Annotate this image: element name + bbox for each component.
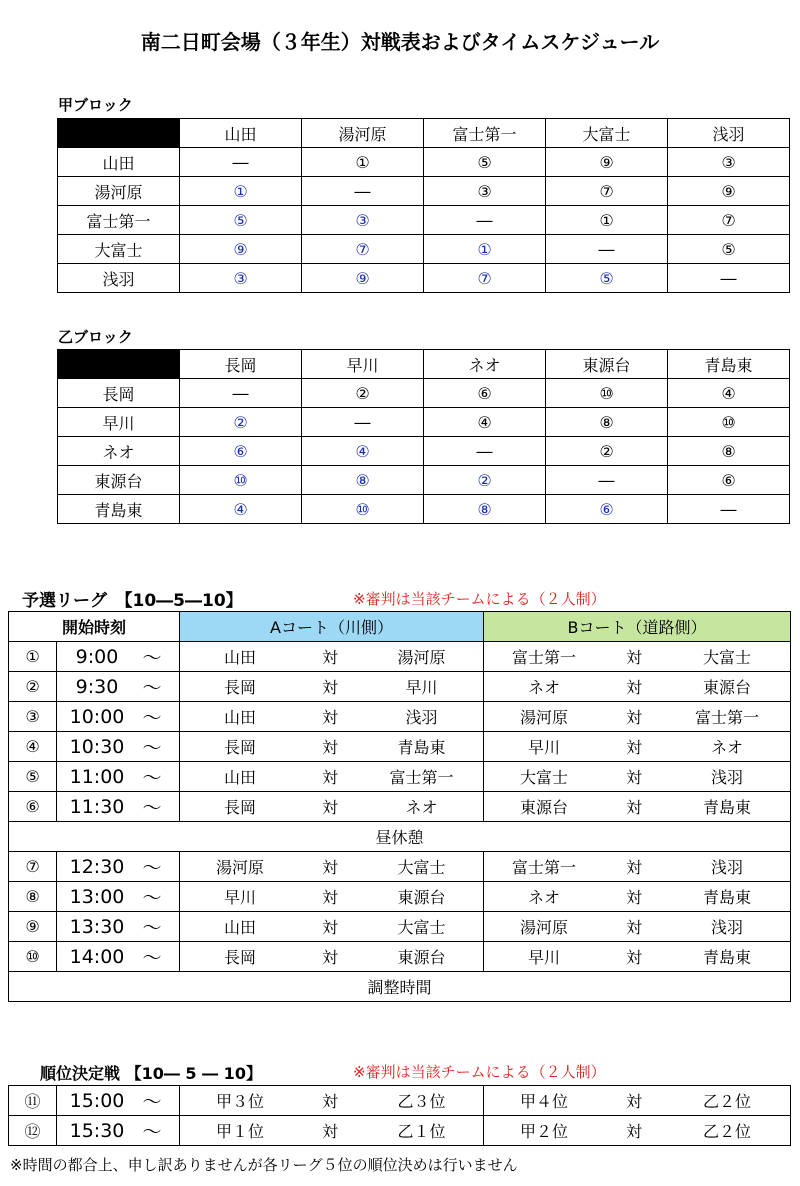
match-number-cell: ① bbox=[302, 148, 424, 177]
tilde: 〜 bbox=[142, 947, 162, 969]
team-2: 青島東 bbox=[703, 948, 752, 967]
match-number-cell: ⑤ bbox=[668, 235, 790, 264]
match-number-cell: ⑥ bbox=[668, 466, 790, 495]
match-cells bbox=[484, 702, 790, 731]
start-time bbox=[57, 882, 180, 912]
time-wrap bbox=[57, 762, 179, 791]
team-row-label: 湯河原 bbox=[58, 177, 180, 206]
match-cells bbox=[484, 852, 790, 881]
match-number-cell: ⑩ bbox=[546, 379, 668, 408]
court-a-match bbox=[180, 912, 484, 942]
time-wrap bbox=[57, 882, 179, 911]
match-number-cell: ― bbox=[424, 206, 546, 235]
team-2: 大富士 bbox=[397, 858, 446, 877]
team-1: 早川 bbox=[224, 888, 257, 907]
time-value: 10:00 bbox=[69, 705, 125, 728]
team-2: 乙２位 bbox=[702, 1092, 751, 1111]
match-number-cell: ― bbox=[302, 408, 424, 437]
match-number-cell: ⑦ bbox=[668, 206, 790, 235]
team-2: 浅羽 bbox=[711, 918, 744, 937]
tilde: 〜 bbox=[142, 767, 162, 789]
time-value: 11:30 bbox=[69, 795, 125, 818]
match-cells bbox=[484, 1116, 790, 1145]
team-1: 湯河原 bbox=[520, 708, 569, 727]
match-number-cell: ⑥ bbox=[180, 437, 302, 466]
match-number-cell: ― bbox=[546, 235, 668, 264]
match-number-cell: ― bbox=[180, 148, 302, 177]
table-row bbox=[58, 408, 790, 437]
final-schedule-table bbox=[8, 1085, 791, 1146]
team-2: 大富士 bbox=[703, 648, 752, 667]
tilde: 〜 bbox=[142, 887, 162, 909]
time-value: 13:00 bbox=[69, 885, 125, 908]
match-number-cell: ④ bbox=[180, 495, 302, 524]
tilde: 〜 bbox=[142, 677, 162, 699]
team-2: 大富士 bbox=[397, 918, 446, 937]
table-row bbox=[9, 672, 791, 702]
start-time bbox=[57, 1086, 180, 1116]
time-wrap bbox=[57, 942, 179, 971]
vs-label: 対 bbox=[626, 648, 643, 667]
match-number: ⑨ bbox=[9, 912, 57, 942]
time-value: 15:00 bbox=[69, 1089, 125, 1112]
court-b-match bbox=[484, 942, 791, 972]
match-cells bbox=[180, 1116, 483, 1145]
match-number: ⑦ bbox=[9, 852, 57, 882]
time-wrap bbox=[57, 1116, 179, 1145]
match-cells bbox=[180, 732, 483, 761]
team-1: 山田 bbox=[224, 768, 257, 787]
final-note: ※審判は当該チームによる（２人制） bbox=[353, 1063, 606, 1081]
start-time bbox=[57, 942, 180, 972]
tilde: 〜 bbox=[142, 737, 162, 759]
corner-cell bbox=[58, 119, 180, 148]
team-row-label: ネオ bbox=[58, 437, 180, 466]
match-number-cell: ② bbox=[302, 379, 424, 408]
team-1: 早川 bbox=[528, 948, 561, 967]
match-cells bbox=[180, 912, 483, 941]
lunch-break-row bbox=[9, 822, 791, 852]
team-1: 山田 bbox=[224, 918, 257, 937]
team-1: 湯河原 bbox=[216, 858, 265, 877]
match-number-cell: ⑧ bbox=[668, 437, 790, 466]
team-2: 早川 bbox=[405, 678, 438, 697]
start-time bbox=[57, 792, 180, 822]
court-a-match bbox=[180, 702, 484, 732]
table-row bbox=[9, 942, 791, 972]
match-number: ⑫ bbox=[9, 1116, 57, 1146]
table-row bbox=[9, 1116, 791, 1146]
team-row-label: 山田 bbox=[58, 148, 180, 177]
time-wrap bbox=[57, 702, 179, 731]
match-cells bbox=[484, 1086, 790, 1115]
match-number-cell: ⑦ bbox=[546, 177, 668, 206]
match-number-cell: ⑧ bbox=[424, 495, 546, 524]
start-time bbox=[57, 672, 180, 702]
court-a-match bbox=[180, 1116, 484, 1146]
time-value: 15:30 bbox=[69, 1119, 125, 1142]
table-row bbox=[58, 466, 790, 495]
vs-label: 対 bbox=[322, 738, 339, 757]
vs-label: 対 bbox=[322, 678, 339, 697]
court-a-match bbox=[180, 792, 484, 822]
team-header: 東源台 bbox=[546, 350, 668, 379]
match-cells bbox=[180, 942, 483, 971]
match-cells bbox=[484, 642, 790, 671]
tilde: 〜 bbox=[142, 707, 162, 729]
team-row-label: 東源台 bbox=[58, 466, 180, 495]
court-a-match bbox=[180, 882, 484, 912]
prelim-title: 予選リーグ 【10―5―10】 bbox=[22, 591, 243, 611]
team-1: 長岡 bbox=[224, 738, 257, 757]
team-1: 甲１位 bbox=[215, 1122, 264, 1141]
table-row bbox=[9, 1086, 791, 1116]
match-number-cell: ⑦ bbox=[302, 235, 424, 264]
table-row bbox=[9, 762, 791, 792]
tilde: 〜 bbox=[142, 857, 162, 879]
time-wrap bbox=[57, 912, 179, 941]
block-a-table bbox=[57, 118, 790, 293]
match-number-cell: ③ bbox=[424, 177, 546, 206]
team-2: 青島東 bbox=[703, 888, 752, 907]
time-value: 13:30 bbox=[69, 915, 125, 938]
court-b-match bbox=[484, 792, 791, 822]
header-court-b: Bコート（道路側） bbox=[484, 612, 791, 642]
match-number-cell: ― bbox=[302, 177, 424, 206]
vs-label: 対 bbox=[321, 1122, 338, 1141]
table-row bbox=[58, 177, 790, 206]
team-row-label: 青島東 bbox=[58, 495, 180, 524]
match-number-cell: ⑥ bbox=[546, 495, 668, 524]
table-row bbox=[9, 702, 791, 732]
vs-label: 対 bbox=[626, 918, 643, 937]
team-2: 青島東 bbox=[703, 798, 752, 817]
team-header: 青島東 bbox=[668, 350, 790, 379]
team-1: 早川 bbox=[528, 738, 561, 757]
team-1: 大富士 bbox=[520, 768, 569, 787]
match-number-cell: ⑤ bbox=[424, 148, 546, 177]
team-2: 乙３位 bbox=[397, 1092, 446, 1111]
start-time bbox=[57, 762, 180, 792]
court-a-match bbox=[180, 1086, 484, 1116]
match-number-cell: ― bbox=[546, 466, 668, 495]
match-number-cell: ③ bbox=[302, 206, 424, 235]
time-wrap bbox=[57, 732, 179, 761]
table-row bbox=[58, 235, 790, 264]
start-time bbox=[57, 1116, 180, 1146]
team-2: 乙２位 bbox=[702, 1122, 751, 1141]
match-cells bbox=[484, 942, 790, 971]
match-cells bbox=[180, 672, 483, 701]
prelim-note: ※審判は当該チームによる（２人制） bbox=[353, 590, 606, 608]
start-time bbox=[57, 852, 180, 882]
court-b-match bbox=[484, 882, 791, 912]
court-a-match bbox=[180, 732, 484, 762]
team-1: 富士第一 bbox=[512, 858, 577, 877]
court-a-match bbox=[180, 942, 484, 972]
match-number-cell: ― bbox=[668, 264, 790, 293]
vs-label: 対 bbox=[322, 948, 339, 967]
vs-label: 対 bbox=[322, 858, 339, 877]
match-number-cell: ① bbox=[180, 177, 302, 206]
vs-label: 対 bbox=[625, 1092, 642, 1111]
team-2: 東源台 bbox=[703, 678, 752, 697]
match-number-cell: ④ bbox=[302, 437, 424, 466]
table-row bbox=[58, 264, 790, 293]
corner-cell bbox=[58, 350, 180, 379]
table-row bbox=[9, 852, 791, 882]
block-b-table bbox=[57, 349, 790, 524]
match-number-cell: ③ bbox=[668, 148, 790, 177]
vs-label: 対 bbox=[626, 948, 643, 967]
tilde: 〜 bbox=[142, 647, 162, 669]
table-row bbox=[58, 495, 790, 524]
header-court-a: Aコート（川側） bbox=[180, 612, 484, 642]
team-row-label: 浅羽 bbox=[58, 264, 180, 293]
time-value: 10:30 bbox=[69, 735, 125, 758]
header-row bbox=[9, 612, 791, 642]
team-2: 青島東 bbox=[397, 738, 446, 757]
match-number: ⑩ bbox=[9, 942, 57, 972]
block-a-label: 甲ブロック bbox=[58, 96, 133, 114]
match-number-cell: ① bbox=[424, 235, 546, 264]
court-a-match bbox=[180, 642, 484, 672]
team-1: 山田 bbox=[224, 648, 257, 667]
adjustment-time: 調整時間 bbox=[9, 972, 791, 1002]
match-cells bbox=[484, 732, 790, 761]
court-b-match bbox=[484, 852, 791, 882]
match-number-cell: ⑦ bbox=[424, 264, 546, 293]
vs-label: 対 bbox=[321, 1092, 338, 1111]
time-wrap bbox=[57, 672, 179, 701]
team-2: 浅羽 bbox=[405, 708, 438, 727]
team-1: 山田 bbox=[224, 708, 257, 727]
start-time bbox=[57, 702, 180, 732]
time-value: 11:00 bbox=[69, 765, 125, 788]
time-wrap bbox=[57, 852, 179, 881]
team-2: ネオ bbox=[405, 798, 438, 817]
team-1: 長岡 bbox=[224, 678, 257, 697]
vs-label: 対 bbox=[322, 798, 339, 817]
adjustment-time-row bbox=[9, 972, 791, 1002]
vs-label: 対 bbox=[626, 678, 643, 697]
match-number-cell: ② bbox=[424, 466, 546, 495]
team-1: 湯河原 bbox=[520, 918, 569, 937]
time-value: 14:00 bbox=[69, 945, 125, 968]
court-b-match bbox=[484, 732, 791, 762]
team-header: 富士第一 bbox=[424, 119, 546, 148]
match-cells bbox=[180, 762, 483, 791]
header-row bbox=[58, 350, 790, 379]
match-cells bbox=[180, 642, 483, 671]
team-1: 長岡 bbox=[224, 948, 257, 967]
team-row-label: 大富士 bbox=[58, 235, 180, 264]
match-number: ⑪ bbox=[9, 1086, 57, 1116]
court-a-match bbox=[180, 672, 484, 702]
team-header: 浅羽 bbox=[668, 119, 790, 148]
table-row bbox=[58, 148, 790, 177]
team-row-label: 早川 bbox=[58, 408, 180, 437]
court-a-match bbox=[180, 852, 484, 882]
match-number-cell: ① bbox=[546, 206, 668, 235]
table-row bbox=[9, 912, 791, 942]
match-number: ⑧ bbox=[9, 882, 57, 912]
start-time bbox=[57, 732, 180, 762]
header-row bbox=[58, 119, 790, 148]
match-number-cell: ③ bbox=[180, 264, 302, 293]
team-row-label: 長岡 bbox=[58, 379, 180, 408]
vs-label: 対 bbox=[626, 768, 643, 787]
vs-label: 対 bbox=[626, 708, 643, 727]
match-number-cell: ④ bbox=[424, 408, 546, 437]
page-title: 南二日町会場（３年生）対戦表およびタイムスケジュール bbox=[140, 30, 660, 54]
match-number-cell: ⑨ bbox=[668, 177, 790, 206]
court-a-match bbox=[180, 762, 484, 792]
match-number: ② bbox=[9, 672, 57, 702]
team-2: 湯河原 bbox=[397, 648, 446, 667]
team-1: ネオ bbox=[528, 888, 561, 907]
team-2: 浅羽 bbox=[711, 768, 744, 787]
team-header: ネオ bbox=[424, 350, 546, 379]
team-2: 富士第一 bbox=[389, 768, 454, 787]
match-cells bbox=[180, 1086, 483, 1115]
vs-label: 対 bbox=[625, 1122, 642, 1141]
match-cells bbox=[484, 912, 790, 941]
time-wrap bbox=[57, 1086, 179, 1115]
match-cells bbox=[484, 882, 790, 911]
match-number-cell: ― bbox=[668, 495, 790, 524]
match-number-cell: ⑨ bbox=[546, 148, 668, 177]
court-b-match bbox=[484, 912, 791, 942]
court-b-match bbox=[484, 702, 791, 732]
vs-label: 対 bbox=[322, 768, 339, 787]
vs-label: 対 bbox=[626, 798, 643, 817]
vs-label: 対 bbox=[626, 858, 643, 877]
time-value: 9:00 bbox=[75, 645, 119, 668]
team-2: ネオ bbox=[711, 738, 744, 757]
tilde: 〜 bbox=[142, 797, 162, 819]
team-header: 山田 bbox=[180, 119, 302, 148]
match-number-cell: ⑨ bbox=[302, 264, 424, 293]
court-b-match bbox=[484, 762, 791, 792]
match-number-cell: ⑩ bbox=[302, 495, 424, 524]
time-wrap bbox=[57, 792, 179, 821]
court-b-match bbox=[484, 1086, 791, 1116]
final-title: 順位決定戦 【10― 5 ― 10】 bbox=[40, 1064, 262, 1083]
header-time: 開始時刻 bbox=[9, 612, 180, 642]
court-b-match bbox=[484, 642, 791, 672]
match-number-cell: ⑨ bbox=[180, 235, 302, 264]
match-number-cell: ― bbox=[424, 437, 546, 466]
start-time bbox=[57, 912, 180, 942]
block-b-label: 乙ブロック bbox=[58, 328, 133, 346]
match-cells bbox=[180, 702, 483, 731]
match-number: ⑤ bbox=[9, 762, 57, 792]
team-2: 浅羽 bbox=[711, 858, 744, 877]
match-number: ① bbox=[9, 642, 57, 672]
team-header: 早川 bbox=[302, 350, 424, 379]
match-number-cell: ⑩ bbox=[668, 408, 790, 437]
vs-label: 対 bbox=[322, 888, 339, 907]
match-number-cell: ― bbox=[180, 379, 302, 408]
match-cells bbox=[484, 762, 790, 791]
team-2: 乙１位 bbox=[397, 1122, 446, 1141]
match-cells bbox=[180, 792, 483, 821]
match-number-cell: ⑤ bbox=[180, 206, 302, 235]
table-row bbox=[58, 379, 790, 408]
team-header: 湯河原 bbox=[302, 119, 424, 148]
match-number-cell: ② bbox=[180, 408, 302, 437]
tilde: 〜 bbox=[142, 917, 162, 939]
time-wrap bbox=[57, 642, 179, 671]
tilde: 〜 bbox=[142, 1121, 162, 1143]
table-row bbox=[9, 882, 791, 912]
time-value: 9:30 bbox=[75, 675, 119, 698]
table-row bbox=[58, 437, 790, 466]
match-number-cell: ⑩ bbox=[180, 466, 302, 495]
match-cells bbox=[484, 672, 790, 701]
match-number: ⑥ bbox=[9, 792, 57, 822]
match-number: ④ bbox=[9, 732, 57, 762]
team-header: 長岡 bbox=[180, 350, 302, 379]
team-1: 長岡 bbox=[224, 798, 257, 817]
vs-label: 対 bbox=[322, 708, 339, 727]
vs-label: 対 bbox=[322, 918, 339, 937]
team-1: 甲２位 bbox=[519, 1122, 568, 1141]
vs-label: 対 bbox=[626, 888, 643, 907]
table-row bbox=[58, 206, 790, 235]
table-row bbox=[9, 792, 791, 822]
match-number-cell: ④ bbox=[668, 379, 790, 408]
start-time bbox=[57, 642, 180, 672]
team-1: 甲４位 bbox=[519, 1092, 568, 1111]
match-number-cell: ⑧ bbox=[302, 466, 424, 495]
team-2: 富士第一 bbox=[695, 708, 760, 727]
team-1: ネオ bbox=[528, 678, 561, 697]
court-b-match bbox=[484, 1116, 791, 1146]
match-number-cell: ② bbox=[546, 437, 668, 466]
team-1: 富士第一 bbox=[512, 648, 577, 667]
match-number-cell: ⑥ bbox=[424, 379, 546, 408]
time-value: 12:30 bbox=[69, 855, 125, 878]
match-cells bbox=[484, 792, 790, 821]
team-2: 東源台 bbox=[397, 948, 446, 967]
team-header: 大富士 bbox=[546, 119, 668, 148]
team-1: 甲３位 bbox=[215, 1092, 264, 1111]
court-b-match bbox=[484, 672, 791, 702]
team-row-label: 富士第一 bbox=[58, 206, 180, 235]
lunch-break: 昼休憩 bbox=[9, 822, 791, 852]
vs-label: 対 bbox=[322, 648, 339, 667]
match-number-cell: ⑤ bbox=[546, 264, 668, 293]
table-row bbox=[9, 642, 791, 672]
match-cells bbox=[180, 882, 483, 911]
team-2: 東源台 bbox=[397, 888, 446, 907]
match-number-cell: ⑧ bbox=[546, 408, 668, 437]
team-1: 東源台 bbox=[520, 798, 569, 817]
table-row bbox=[9, 732, 791, 762]
prelim-schedule-table bbox=[8, 611, 791, 1002]
vs-label: 対 bbox=[626, 738, 643, 757]
footer-note: ※時間の都合上、申し訳ありませんが各リーグ５位の順位決めは行いません bbox=[10, 1156, 518, 1174]
tilde: 〜 bbox=[142, 1091, 162, 1113]
match-cells bbox=[180, 852, 483, 881]
match-number: ③ bbox=[9, 702, 57, 732]
